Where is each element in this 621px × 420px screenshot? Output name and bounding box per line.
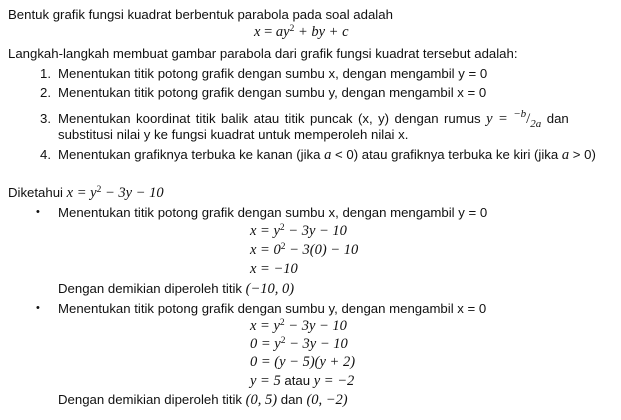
vertex-formula-denominator: 2a — [530, 118, 542, 130]
section-y-eq-3: 0 = (y − 5)(y + 2) — [250, 354, 356, 370]
eq-connector: atau — [280, 373, 314, 388]
result-point: (0, −2) — [306, 392, 348, 408]
given-eq-exp: 2 — [96, 185, 102, 195]
step-3-suffix: dan — [546, 111, 569, 126]
formula-a: ay — [275, 24, 290, 40]
given-eq-x: x — [66, 185, 74, 201]
given-equation — [67, 185, 164, 201]
result-text: Dengan demikian diperoleh titik — [58, 281, 246, 296]
eq-exp: 2 — [280, 336, 286, 346]
vertex-formula-lhs: y = — [486, 111, 514, 127]
step-number: 3. — [40, 111, 51, 126]
intro-line-1: Bentuk grafik fungsi kuadrat berbentuk parabola pada soal adalah — [8, 7, 393, 22]
given-eq-mid: = y — [73, 185, 97, 201]
eq-part: 0 = y — [250, 336, 281, 352]
step-1 — [40, 65, 487, 82]
given-label: Diketahui — [8, 185, 67, 200]
eq-part: x = y — [250, 223, 280, 239]
eq-exp: 2 — [279, 318, 285, 328]
section-y-eq-4 — [250, 372, 354, 390]
eq-part: y = 5 — [250, 373, 281, 389]
variable-a: a — [561, 147, 570, 163]
section-y-eq-2 — [250, 336, 348, 353]
section-y-eq-1 — [250, 318, 347, 335]
result-connector: dan — [277, 392, 307, 407]
section-y-title: Menentukan titik potong grafik dengan sumbu y, dengan mengambil x = 0 — [58, 301, 487, 316]
eq-part: − 3y − 10 — [284, 223, 347, 239]
result-point: (0, 5) — [245, 392, 278, 408]
eq-part: − 3y − 10 — [285, 336, 348, 352]
given-eq-rest: − 3y − 10 — [101, 185, 164, 201]
formula-eq: = — [260, 24, 276, 40]
step-number: 4. — [40, 147, 51, 162]
result-text: Dengan demikian diperoleh titik — [58, 392, 246, 407]
eq-part: y = −2 — [313, 373, 355, 389]
general-quadratic-formula — [254, 24, 349, 41]
vertex-formula — [486, 108, 542, 130]
variable-a: a — [324, 147, 332, 163]
formula-exp: 2 — [289, 24, 295, 34]
step-3-continuation: substitusi nilai y ke fungsi kuadrat untuk memperoleh nilai x. — [58, 127, 409, 142]
step-text: Menentukan koordinat titik balik atau titik puncak (x, y) dengan rumus — [58, 111, 481, 126]
section-y-result — [58, 391, 348, 409]
section-x-eq-2 — [250, 242, 358, 259]
result-point: (−10, 0) — [245, 281, 295, 297]
eq-part: x = 0 — [250, 242, 281, 258]
section-x-title: Menentukan titik potong grafik dengan sumbu x, dengan mengambil y = 0 — [58, 205, 488, 220]
step-text: Menentukan titik potong grafik dengan sumbu y, dengan mengambil x = 0 — [58, 85, 487, 100]
eq-exp: 2 — [279, 223, 285, 233]
given-line — [8, 184, 164, 202]
step-number: 1. — [40, 66, 51, 81]
section-x-result — [58, 280, 294, 298]
step-text-a: Menentukan grafiknya terbuka ke kanan (jika — [58, 147, 325, 162]
eq-part: − 3(0) − 10 — [285, 242, 359, 258]
formula-rest: + by + c — [294, 24, 349, 40]
step-2 — [40, 84, 486, 101]
eq-part: − 3y − 10 — [284, 318, 347, 334]
step-4 — [40, 146, 596, 164]
section-x-eq-3: x = −10 — [250, 261, 298, 277]
bullet-icon: • — [36, 206, 40, 218]
step-number: 2. — [40, 85, 51, 100]
intro-line-2: Langkah-langkah membuat gambar parabola dari grafik fungsi kuadrat tersebut adalah: — [8, 46, 518, 61]
formula-lhs: x — [254, 24, 261, 40]
section-x-eq-1 — [250, 223, 347, 240]
step-text: Menentukan titik potong grafik dengan sumbu x, dengan mengambil y = 0 — [58, 66, 488, 81]
fraction-slash: / — [526, 111, 531, 127]
vertex-formula-numerator: −b — [513, 108, 527, 120]
eq-part: x = y — [250, 318, 280, 334]
step-cond-2: > 0) — [569, 147, 596, 162]
eq-exp: 2 — [280, 242, 286, 252]
step-cond-1: < 0) atau grafiknya terbuka ke kiri (jika — [331, 147, 562, 162]
bullet-icon: • — [36, 302, 40, 314]
